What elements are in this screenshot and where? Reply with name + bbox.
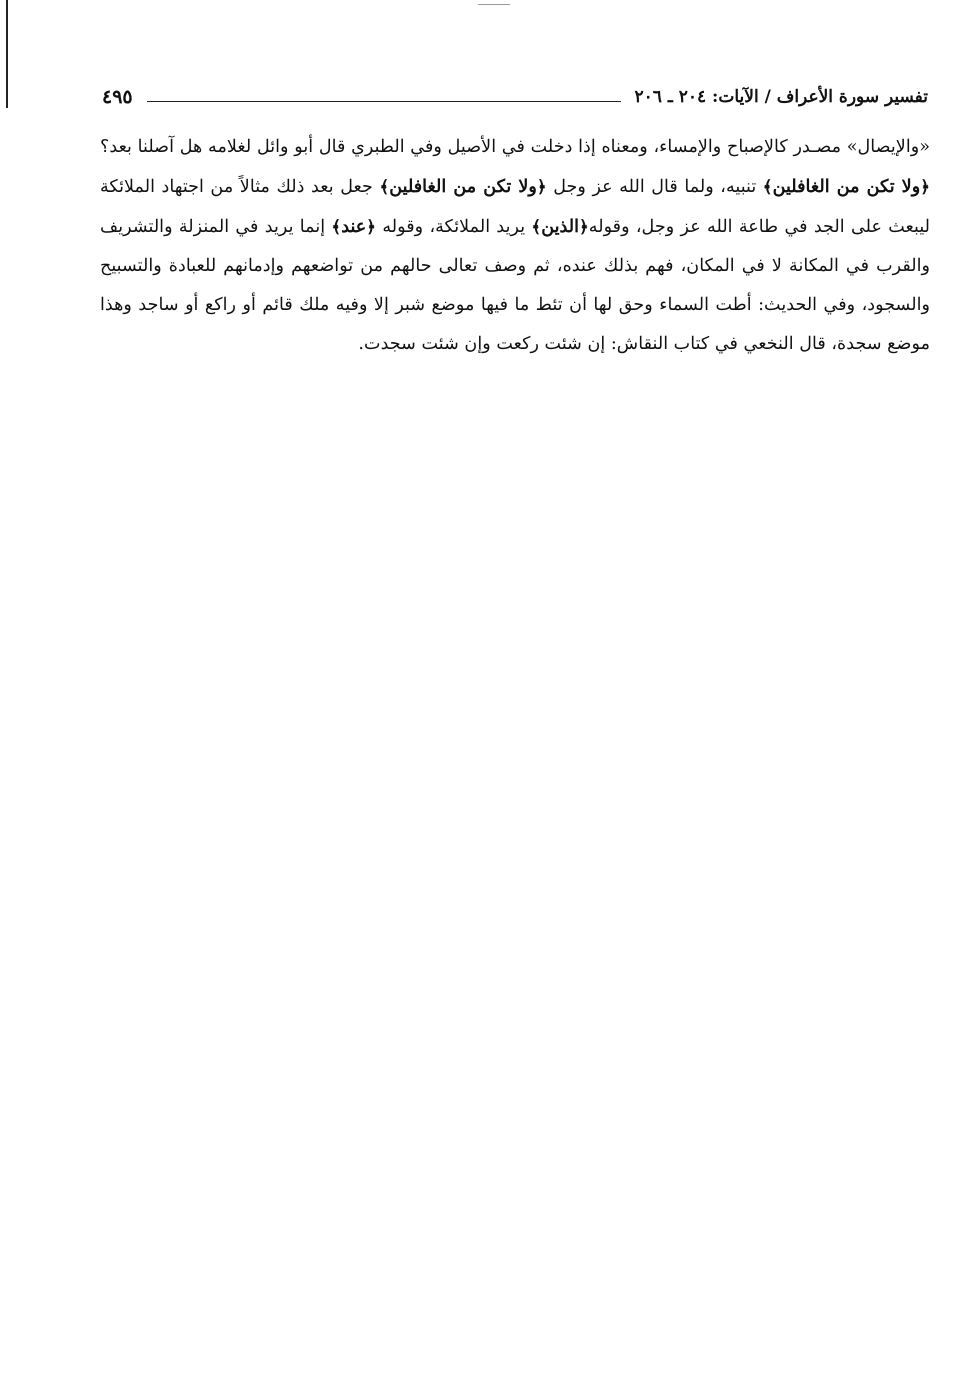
running-title: تفسير سورة الأعراف / الآيات: ٢٠٤ ـ ٢٠٦: [634, 87, 928, 107]
page-number: ٤٩٥: [102, 86, 133, 108]
quote-text: الذين: [541, 216, 579, 237]
quote-text: ولا تكن من الغافلين: [389, 176, 537, 197]
quran-quote: [763, 176, 930, 197]
quote-text: ولا تكن من الغافلين: [772, 176, 921, 197]
ornate-bracket-open: ﴿: [579, 216, 589, 236]
commentary-paragraph: [100, 128, 930, 364]
text-segment: جعل بعد ذلك مثالاً من اجتهاد الملائكة ليبعث على الجد في طاعة الله عز وجل، وقوله: [100, 177, 930, 237]
header-rule: [147, 101, 621, 102]
scan-top-mark: [478, 4, 510, 5]
text-segment: يريد الملائكة، وقوله: [376, 217, 532, 237]
text-segment: إنما يريد في المنزلة والتشريف والقرب في المكانة لا في المكان، فهم بذلك عنده، ثم وصف تعالى حالهم من تواضعهم وإدمانهم للعبادة والتسبيح والسجود، وفي الحديث: أطت السماء وحق لها أن تئط ما فيها موضع شبر إلا وفيه ملك قائم أو راكع أو ساجد وهذا موضع سجدة، قال النخعي في كتاب النقاش: إن شئت ركعت وإن شئت سجدت.: [100, 217, 930, 354]
page-header: [102, 80, 928, 114]
quote-text: عند: [341, 216, 367, 237]
ornate-bracket-close: ﴾: [331, 216, 342, 236]
text-segment: تنبيه، ولما قال الله عز وجل: [546, 177, 763, 197]
quran-quote: [379, 176, 546, 197]
quran-quote: [531, 216, 588, 237]
ornate-bracket-open: ﴿: [366, 216, 377, 236]
scan-edge-mark: [6, 0, 8, 108]
ornate-bracket-open: ﴿: [920, 176, 931, 196]
ornate-bracket-close: ﴾: [762, 176, 773, 196]
ornate-bracket-close: ﴾: [379, 176, 390, 196]
text-segment: «والإيصال» مصـدر كالإصباح والإمساء، ومعناه إذا دخلت في الأصيل وفي الطبري قال أبو وائل لغلامه هل آصلنا بعد؟: [100, 137, 930, 157]
ornate-bracket-close: ﴾: [531, 216, 542, 236]
quran-quote: [331, 216, 376, 237]
ornate-bracket-open: ﴿: [536, 176, 547, 196]
